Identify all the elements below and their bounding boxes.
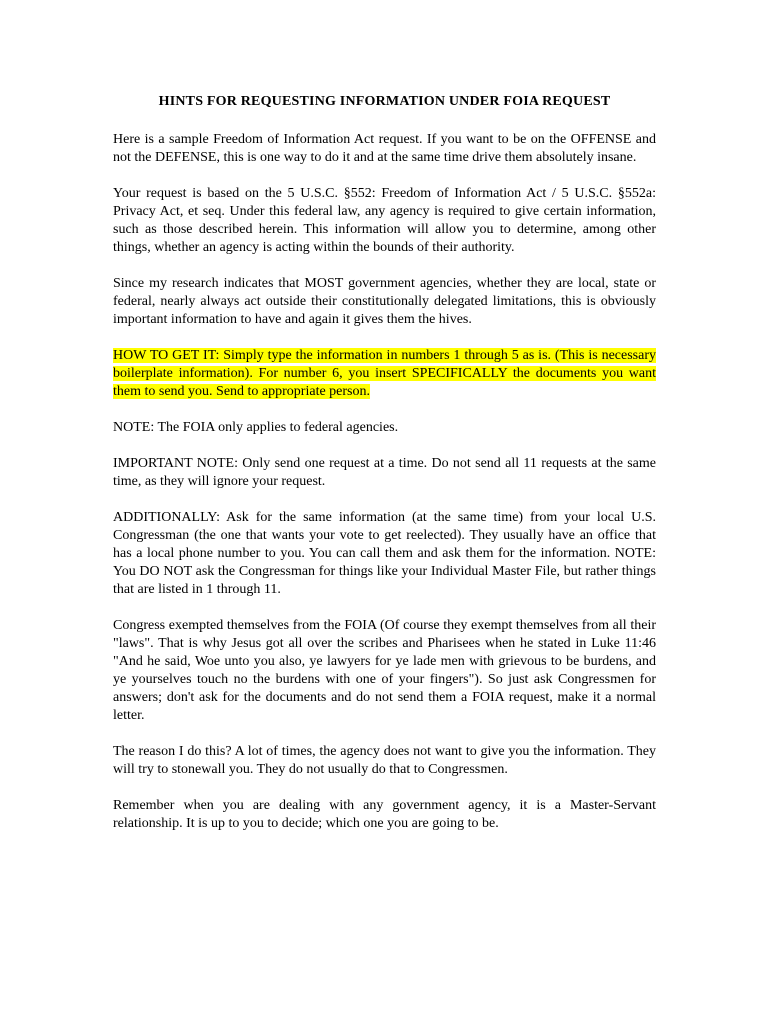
document-title: HINTS FOR REQUESTING INFORMATION UNDER FOIA REQUEST — [158, 94, 611, 109]
paragraph-legal-basis: Your request is based on the 5 U.S.C. §552: Freedom of Information Act / 5 U.S.C. §552a: Privacy Act, et seq. Under this federal law, any agency is required to give certain information, such as those described herein. This information will allow you to determine, among other things, whether an agency is acting within the bounds of their authority. — [113, 186, 656, 255]
paragraph-note: NOTE: The FOIA only applies to federal agencies. — [113, 420, 399, 435]
paragraph-additionally: ADDITIONALLY: Ask for the same information (at the same time) from your local U.S. Congressman (the one that wants your vote to get reelected). They usually have an office that has a local phone number to you. You can call them and ask them for the information. NOTE: You DO NOT ask the Congressman for things like your Individual Master File, but rather things that are listed in 1 through 11. — [113, 510, 656, 597]
paragraph-remember: Remember when you are dealing with any government agency, it is a Master-Servant relationship. It is up to you to decide; which one you are going to be. — [113, 798, 656, 831]
paragraph-research: Since my research indicates that MOST government agencies, whether they are local, state or federal, nearly always act outside their constitutionally delegated limitations, this is obviously important information to have and again it gives them the hives. — [113, 276, 656, 327]
paragraph-reason: The reason I do this? A lot of times, the agency does not want to give you the information. They will try to stonewall you. They do not usually do that to Congressmen. — [113, 744, 656, 777]
paragraph-intro: Here is a sample Freedom of Information Act request. If you want to be on the OFFENSE and not the DEFENSE, this is one way to do it and at the same time drive them absolutely insane. — [113, 132, 656, 165]
paragraph-how-to-get-it — [113, 347, 656, 401]
highlighted-instructions: HOW TO GET IT: Simply type the information in numbers 1 through 5 as is. (This is necessary boilerplate information). For number 6, you insert SPECIFICALLY the documents you want them to send you. Send to appropriate person. — [113, 348, 656, 399]
document-page — [113, 93, 656, 851]
paragraph-congress: Congress exempted themselves from the FOIA (Of course they exempt themselves from all their "laws". That is why Jesus got all over the scribes and Pharisees when he stated in Luke 11:46 "And he said, Woe unto you also, ye lawyers for ye lade men with grievous to be burdens, and ye yourselves touch no the burdens with one of your fingers"). So just ask Congressmen for answers; don't ask for the documents and do not send them a FOIA request, make it a normal letter. — [113, 618, 656, 723]
paragraph-important-note: IMPORTANT NOTE: Only send one request at a time. Do not send all 11 requests at the same time, as they will ignore your request. — [113, 456, 656, 489]
